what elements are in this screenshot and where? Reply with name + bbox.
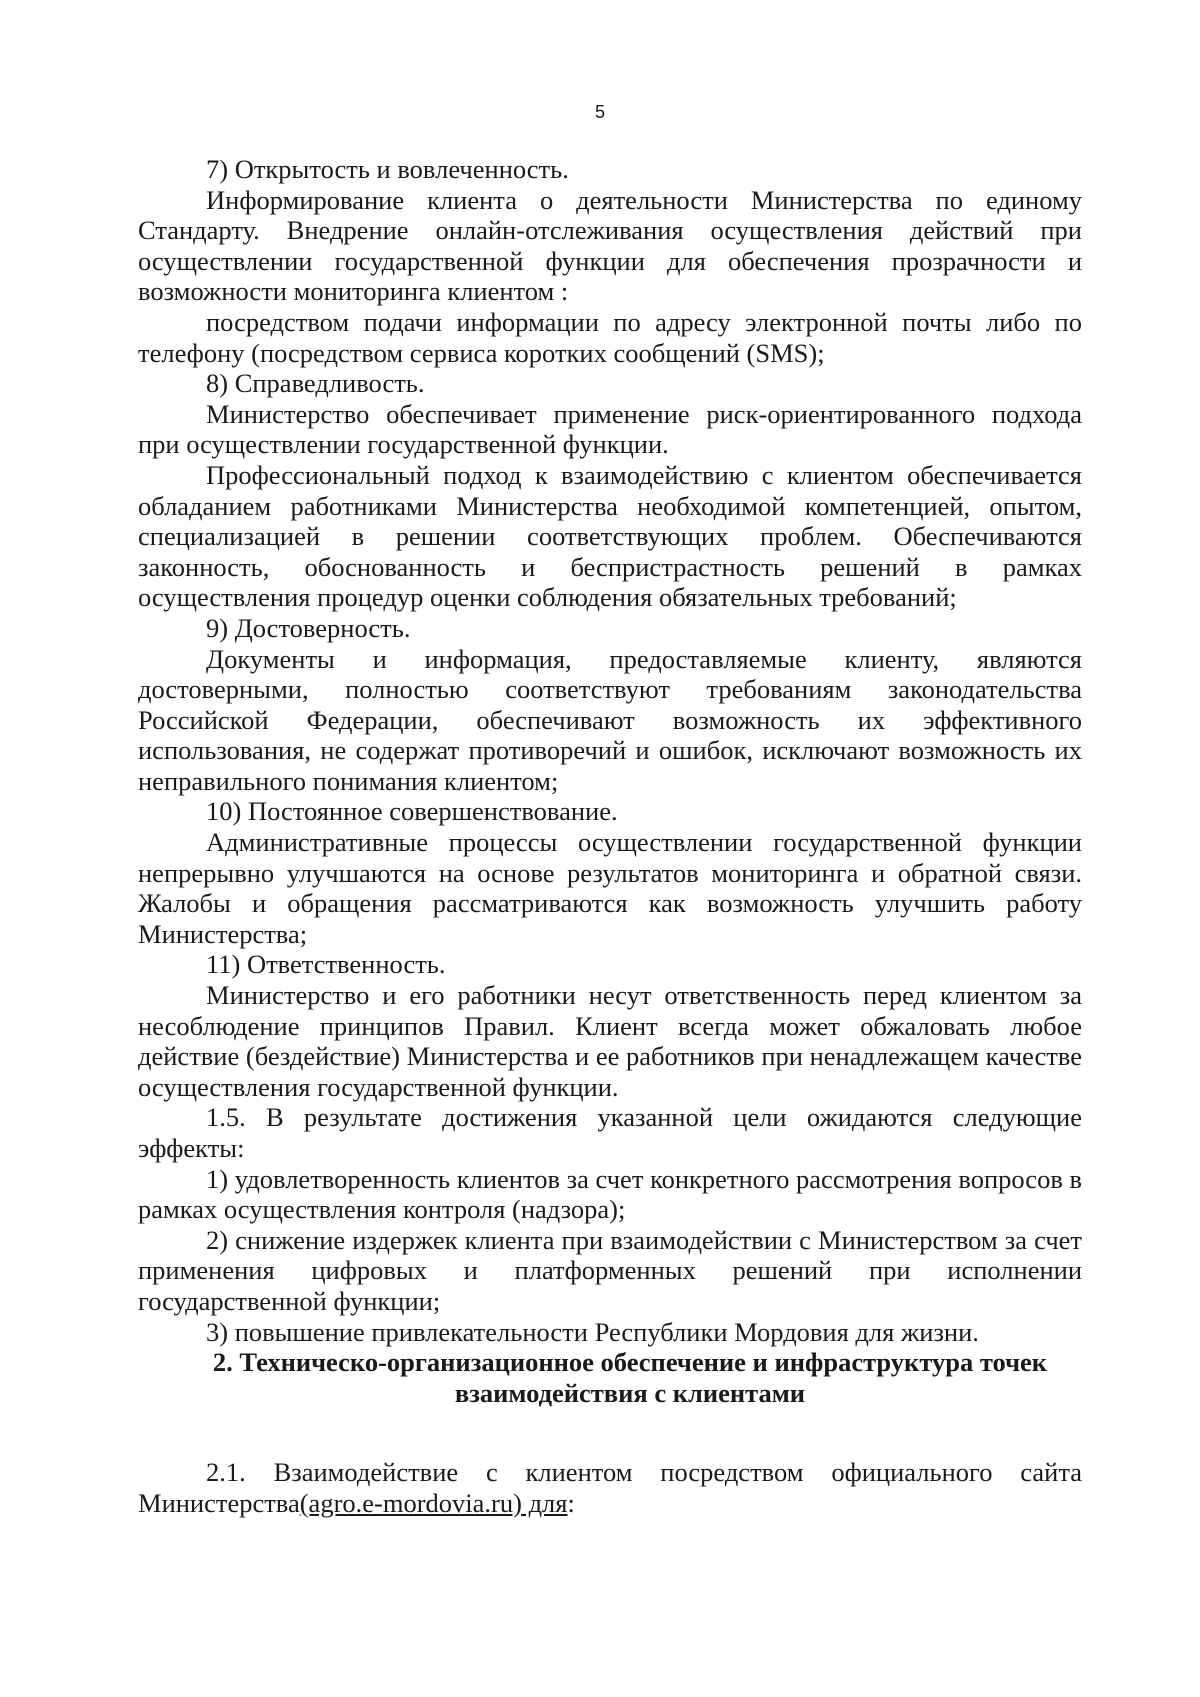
principle-9-heading: 9) Достоверность. — [206, 612, 411, 643]
principle-8-text: Министерство обеспечивает применение риск-ориентированного подхода при осуществлении государственной функции. — [138, 398, 1082, 460]
effect-1: 1) удовлетворенность клиентов за счет конкретного рассмотрения вопросов в рамках осуществления контроля (надзора); — [138, 1163, 1082, 1225]
principle-7-channels: посредством подачи информации по адресу электронной почты либо по телефону (посредством сервиса коротких сообщений (SMS); — [138, 306, 1082, 368]
principle-9-text: Документы и информация, предоставляемые клиенту, являются достоверными, полностью соответствуют требованиям законодательства Российской Федерации, обеспечивают возможность их эффективного использования, не содержат противоречий и ошибок, исключают возможность их неправильного понимания клиентом; — [138, 643, 1082, 796]
principle-10-heading: 10) Постоянное совершенствование. — [206, 796, 618, 827]
section-2-1 — [138, 1457, 1082, 1518]
section-2-1-text: 2.1. Взаимодействие с клиентом посредством официального сайта Министерства — [138, 1457, 1082, 1518]
page-number: 5 — [594, 102, 605, 122]
principle-10-text: Административные процессы осуществлении государственной функции непрерывно улучшаются на основе результатов мониторинга и обратной связи. Жалобы и обращения рассматриваются как возможность улучшить работу Министерства; — [138, 827, 1082, 949]
principle-8-professional: Профессиональный подход к взаимодействию с клиентом обеспечивается обладанием работниками Министерства необходимой компетенцией, опытом, специализацией в решении соответствующих проблем. Обеспечиваются законность, обоснованность и беспристрастность решений в рамках осуществления процедур оценки соблюдения обязательных требований; — [138, 459, 1082, 613]
principle-11-text: Министерство и его работники несут ответственность перед клиентом за несоблюдение принципов Правил. Клиент всегда может обжаловать любое действие (бездействие) Министерства и ее работников при ненадлежащем качестве осуществления государственной функции. — [138, 980, 1082, 1102]
document-body — [138, 154, 1082, 1518]
principle-11-heading: 11) Ответственность. — [206, 949, 446, 980]
section-2-1-suffix: : — [567, 1487, 575, 1518]
website-link[interactable]: (agro.e-mordovia.ru) для — [299, 1487, 568, 1518]
principle-8-heading: 8) Справедливость. — [206, 368, 425, 399]
section-1-5: 1.5. В результате достижения указанной цели ожидаются следующие эффекты: — [138, 1102, 1082, 1163]
effect-3: 3) повышение привлекательности Республики Мордовия для жизни. — [206, 1316, 979, 1347]
section-2-heading: 2. Техническо-организационное обеспечение и инфраструктура точек взаимодействия с клиентами — [212, 1347, 1048, 1409]
principle-7-text: Информирование клиента о деятельности Министерства по единому Стандарту. Внедрение онлайн-отслеживания осуществления действий при осуществлении государственной функции для обеспечения прозрачности и возможности мониторинга клиентом : — [138, 184, 1082, 307]
principle-7-heading: 7) Открытость и вовлеченность. — [206, 154, 569, 184]
effect-2: 2) снижение издержек клиента при взаимодействии с Министерством за счет применения цифровых и платформенных решений при исполнении государственной функции; — [138, 1224, 1082, 1316]
